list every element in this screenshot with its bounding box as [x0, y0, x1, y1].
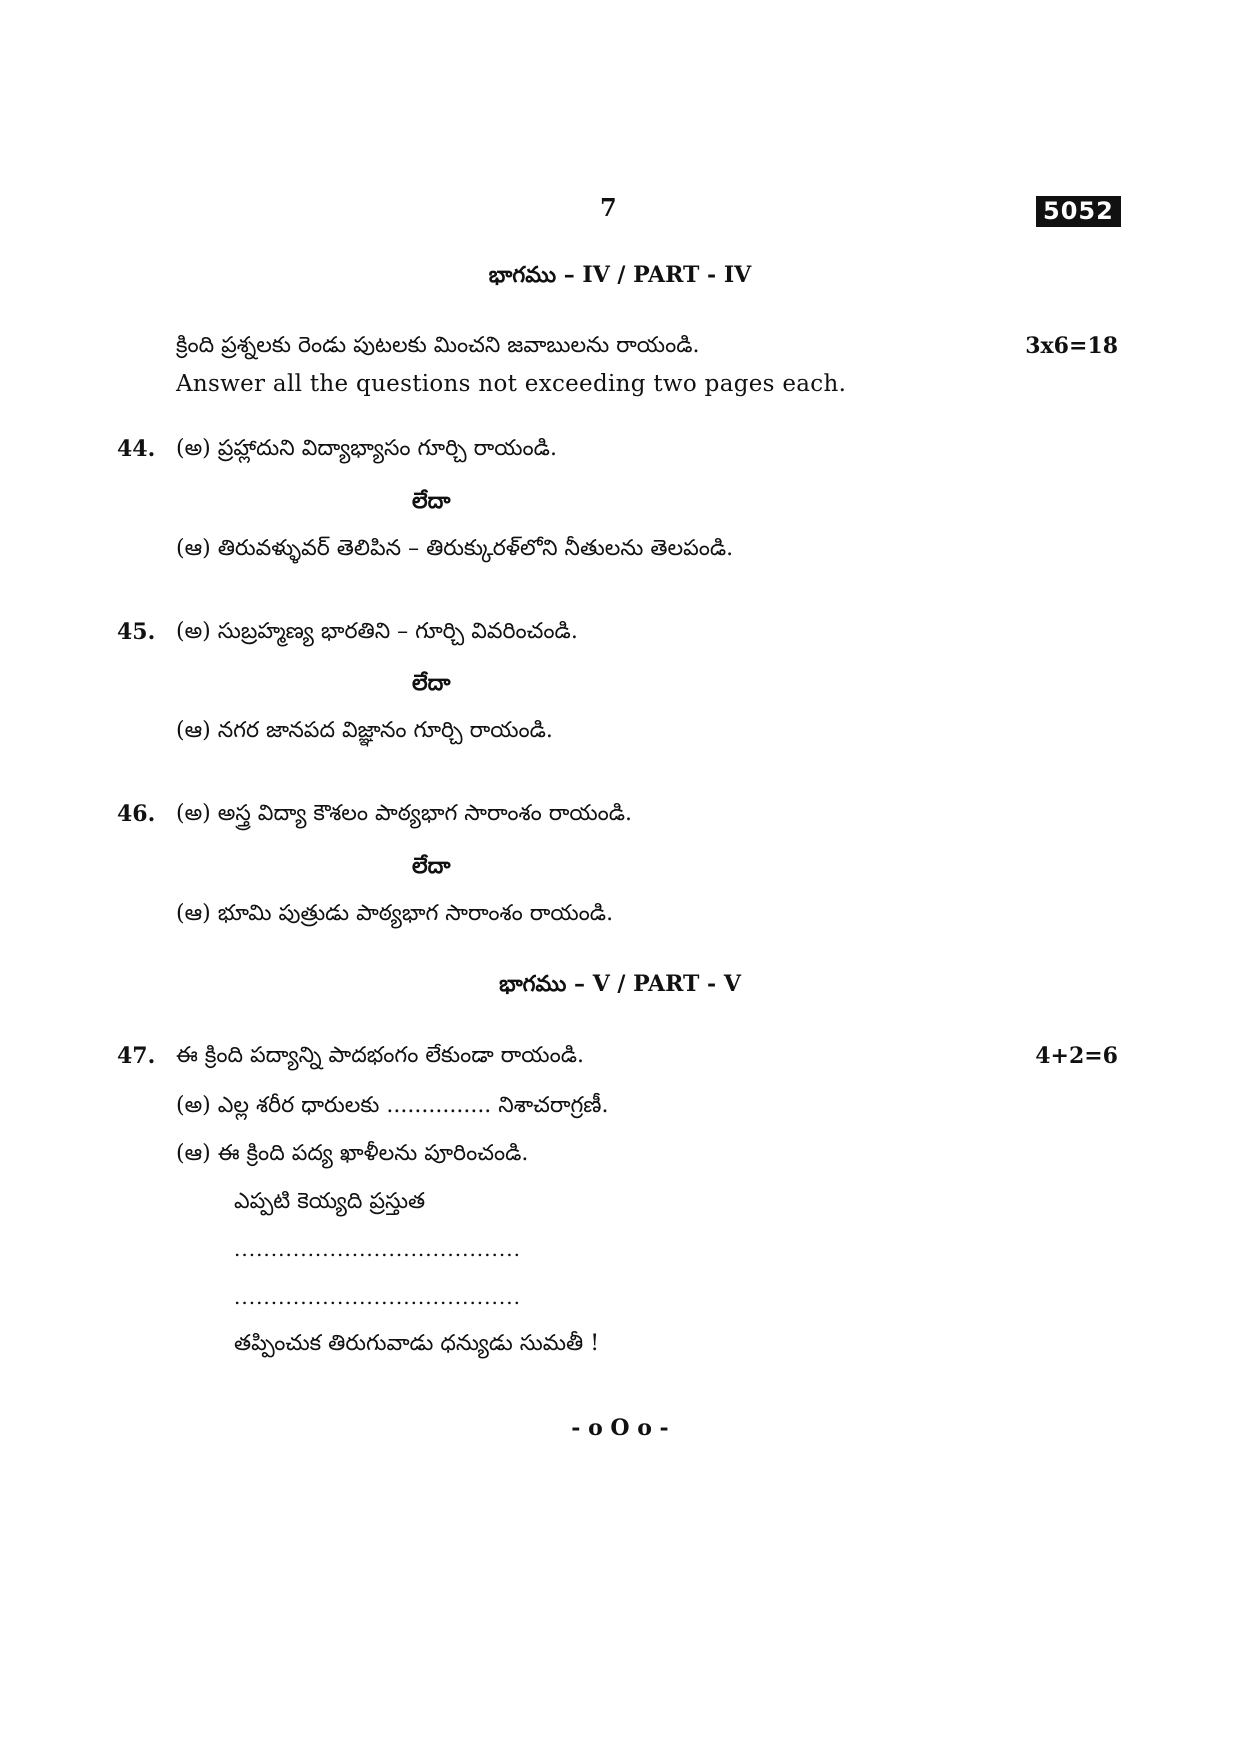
question-45-or: లేదా [412, 670, 451, 696]
question-45-option-a: (అ) సుబ్రహ్మణ్య భారతిని – గూర్చి వివరించండి. [176, 619, 578, 644]
question-47-option-b: (ఆ) ఈ క్రింది పద్య ఖాళీలను పూరించండి. [176, 1141, 529, 1166]
question-46-option-a: (అ) అస్త్ర విద్యా కౌశలం పాఠ్యభాగ సారాంశం రాయండి. [176, 801, 633, 826]
question-45-option-b: (ఆ) నగర జానపద విజ్ఞానం గూర్చి రాయండి. [176, 718, 553, 743]
question-number-47: 47. [117, 1043, 156, 1069]
poem-line-1: ఎప్పటి కెయ్యది ప్రస్తుత [234, 1189, 426, 1214]
part-v-heading: భాగము – V / PART - V [499, 971, 741, 997]
poem-line-2-blank: ....................................... [234, 1237, 521, 1261]
part-iv-marks: 3x6=18 [1025, 333, 1118, 359]
question-46-option-b: (ఆ) భూమి పుత్రుడు పాఠ్యభాగ సారాంశం రాయండి. [176, 901, 614, 926]
paper-code-badge: 5052 [1036, 196, 1121, 227]
question-number-44: 44. [117, 436, 156, 462]
poem-line-3-blank: ....................................... [234, 1285, 521, 1309]
question-44-option-b: (ఆ) తిరువళ్ళువర్ తెలిపిన – తిరుక్కురళ్‌లోని నీతులను తెలపండి. [176, 536, 734, 561]
end-of-paper-mark: - o O o - [571, 1415, 669, 1441]
question-46-or: లేదా [412, 853, 451, 879]
question-number-46: 46. [117, 801, 156, 827]
poem-line-4: తప్పించుక తిరుగువాడు ధన్యుడు సుమతీ ! [234, 1331, 600, 1356]
question-number-45: 45. [117, 619, 156, 645]
question-44-option-a: (అ) ప్రహ్లాదుని విద్యాభ్యాసం గూర్చి రాయండి. [176, 436, 557, 461]
question-47-text: ఈ క్రింది పద్యాన్ని పాదభంగం లేకుండా రాయండి. [176, 1043, 585, 1068]
page-number: 7 [600, 193, 617, 222]
part-iv-instruction-english: Answer all the questions not exceeding two pages each. [176, 371, 847, 397]
part-iv-heading: భాగము – IV / PART - IV [488, 262, 752, 288]
part-iv-instruction-telugu: క్రింది ప్రశ్నలకు రెండు పుటలకు మించని జవాబులను రాయండి. [176, 333, 700, 358]
question-44-or: లేదా [412, 488, 451, 514]
question-47-option-a: (అ) ఎల్ల శరీర ధారులకు ............... నిశాచరాగ్రణీ. [176, 1093, 609, 1118]
part-v-marks: 4+2=6 [1035, 1043, 1118, 1069]
